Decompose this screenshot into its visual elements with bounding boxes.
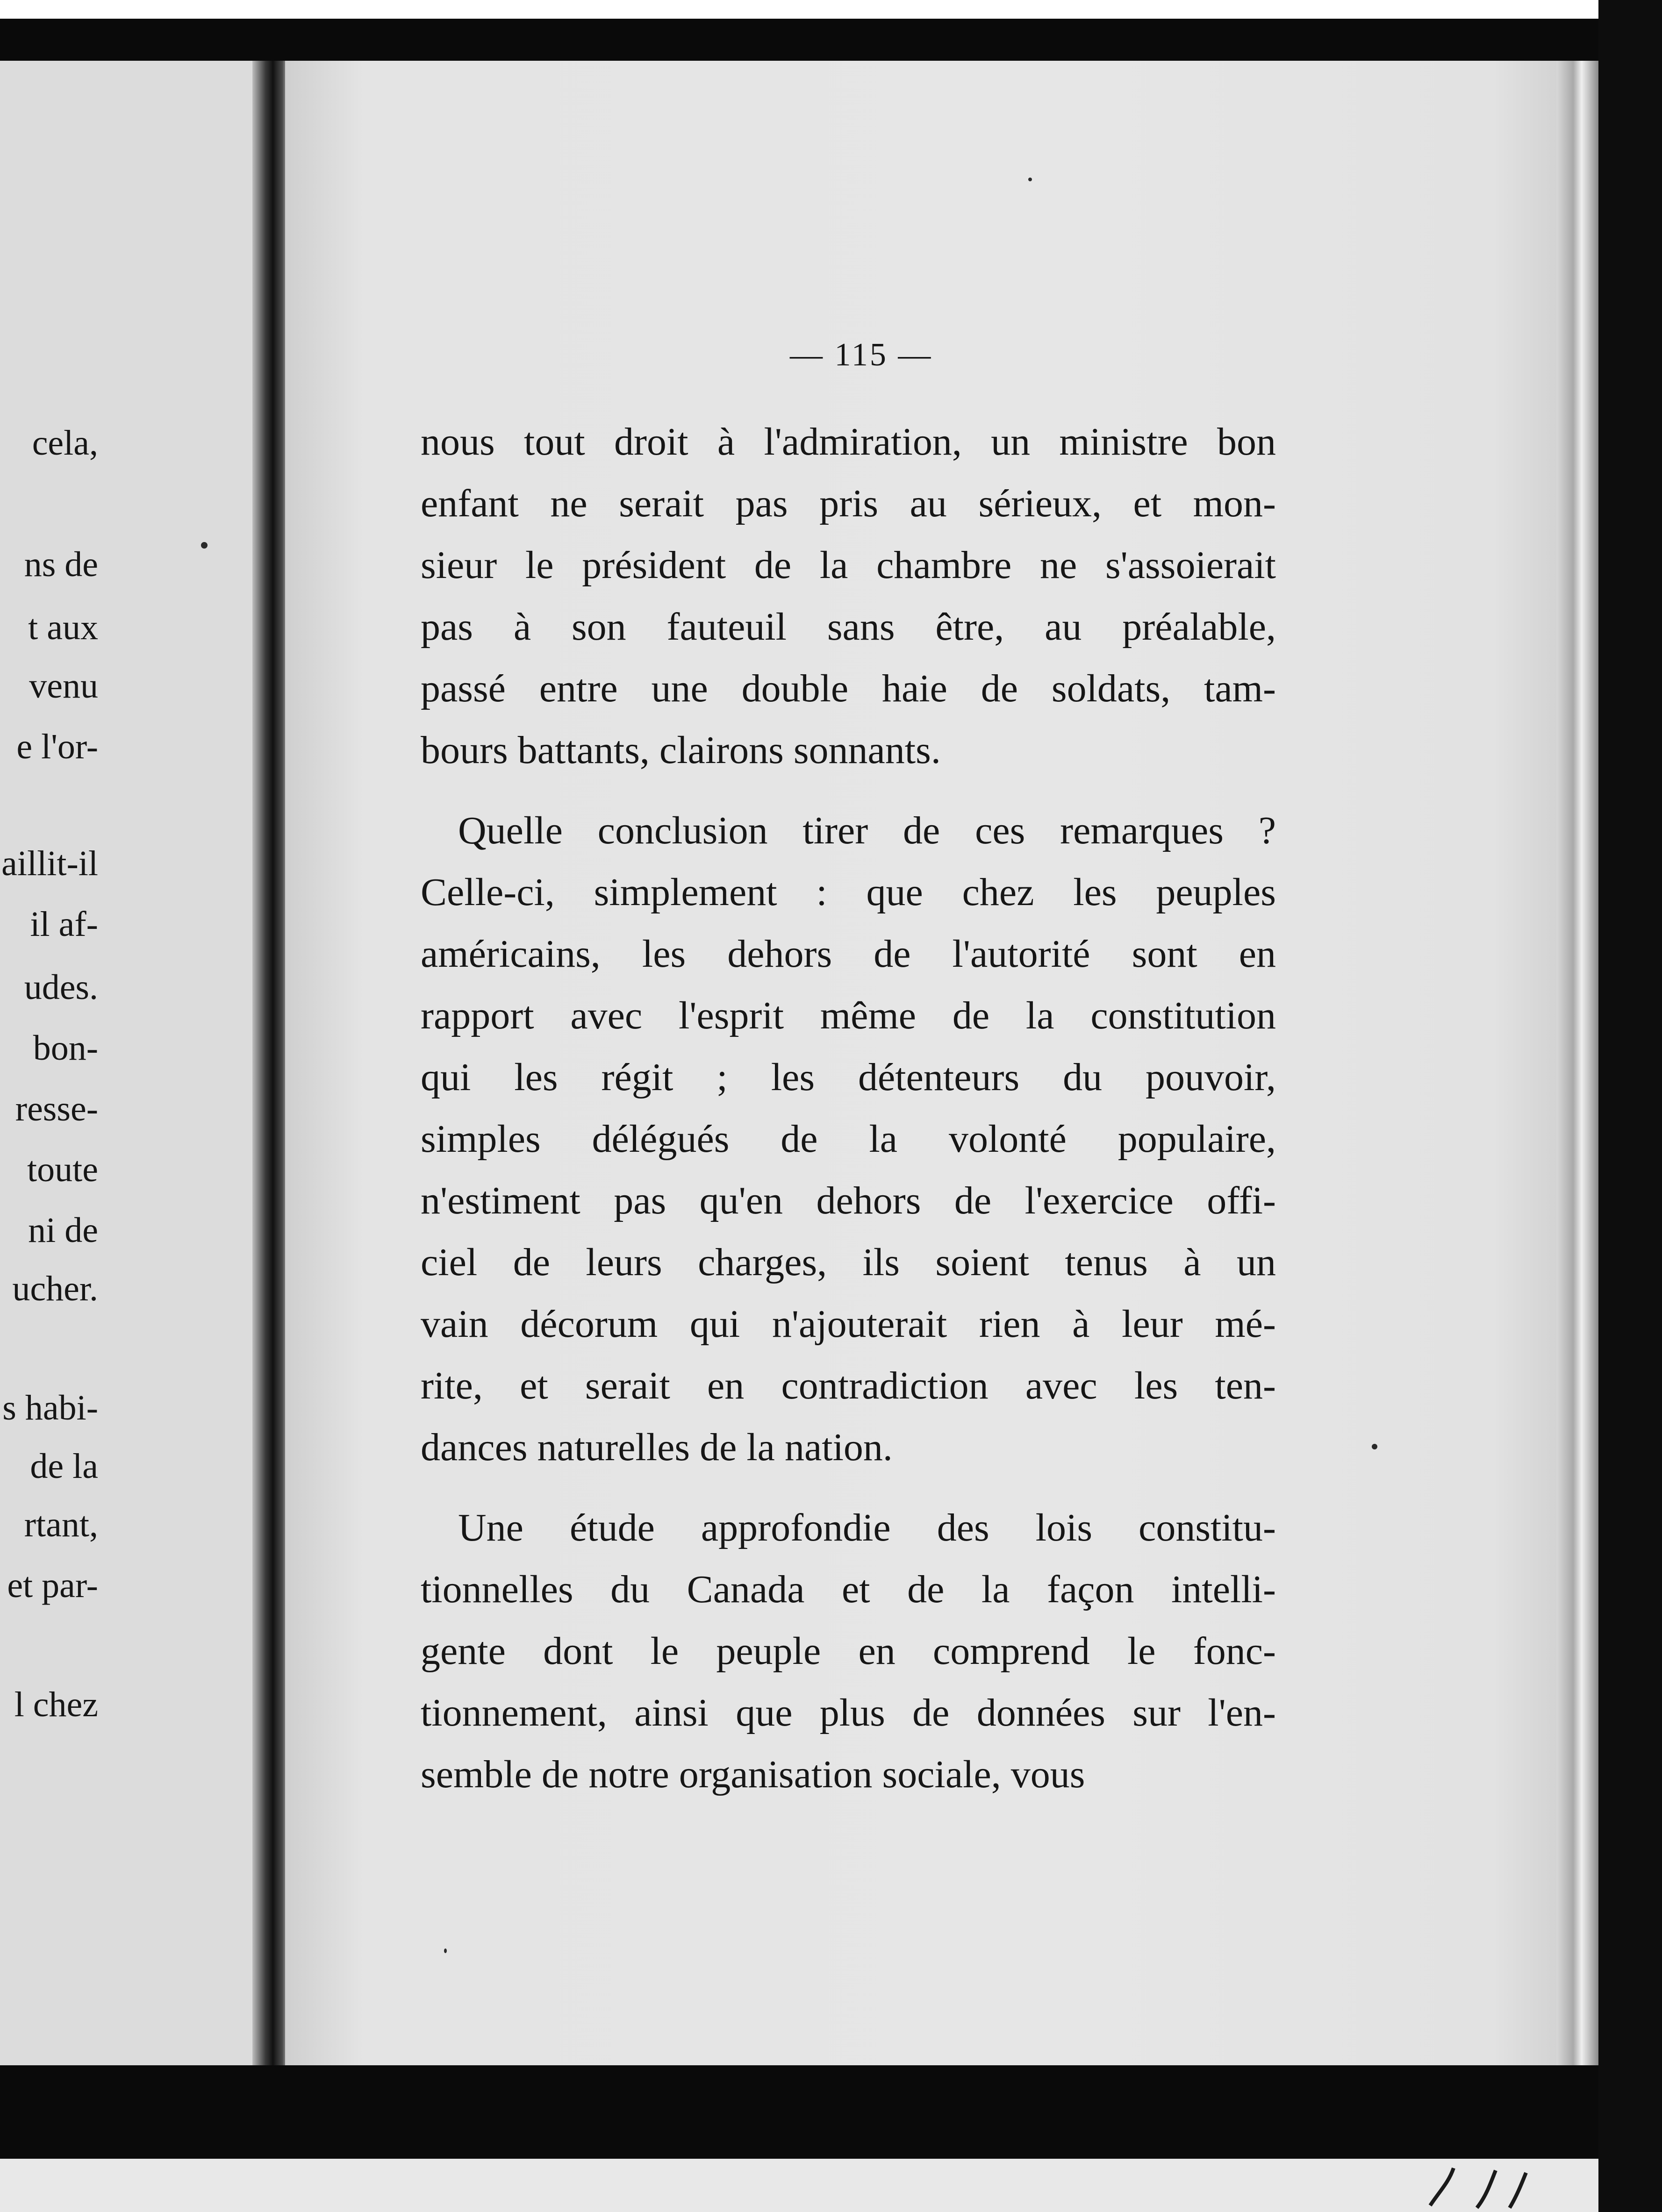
left-page-line: bon-: [33, 1028, 98, 1068]
text-line: rapport avec l'esprit même de la constitution: [421, 994, 1276, 1037]
left-page-line: de la: [30, 1447, 98, 1486]
left-page-line: ni de: [28, 1211, 98, 1250]
film-border-bottom: [0, 2065, 1662, 2159]
text-line: bours battants, clairons sonnants.: [421, 728, 941, 772]
left-page-line: udes.: [24, 968, 98, 1007]
left-page-line: toute: [27, 1150, 98, 1189]
text-line: n'estiment pas qu'en dehors de l'exercice offi-: [421, 1179, 1276, 1222]
left-page-line: il af-: [30, 905, 98, 944]
text-line: nous tout droit à l'admiration, un ministre bon: [421, 420, 1276, 464]
text-line: américains, les dehors de l'autorité sont en: [421, 932, 1276, 976]
pencil-mark: [1421, 2163, 1542, 2212]
left-page-line: cela,: [32, 423, 98, 463]
left-page-line: resse-: [15, 1089, 98, 1128]
dust-speck: [1028, 178, 1032, 181]
book-gutter: [252, 61, 290, 2065]
text-line: semble de notre organisation sociale, vous: [421, 1753, 1085, 1796]
page-edge: [1556, 61, 1598, 2065]
body-paragraph: [421, 411, 1276, 781]
left-page-line: aillit-il: [1, 844, 98, 883]
dust-speck: [201, 542, 208, 549]
left-page-line: venu: [29, 666, 98, 706]
text-line: Une étude approfondie des lois constitu-: [458, 1506, 1276, 1549]
left-page-line: t aux: [28, 608, 98, 647]
page-number: — 115 —: [790, 337, 933, 373]
text-line: dances naturelles de la nation.: [421, 1426, 893, 1469]
left-page-line: et par-: [7, 1566, 98, 1605]
film-border-right: [1598, 0, 1662, 2212]
text-line: Quelle conclusion tirer de ces remarques ?: [458, 809, 1276, 852]
left-page-line: l chez: [14, 1685, 98, 1724]
text-line: gente dont le peuple en comprend le fonc-: [421, 1629, 1276, 1673]
left-page-line: ucher.: [12, 1269, 98, 1308]
left-facing-page: [0, 61, 262, 2065]
left-page-line: e l'or-: [16, 727, 98, 766]
text-line: tionnement, ainsi que plus de données sur l'en-: [421, 1691, 1276, 1734]
text-line: vain décorum qui n'ajouterait rien à leur mé-: [421, 1302, 1276, 1346]
text-line: qui les régit ; les détenteurs du pouvoir,: [421, 1056, 1276, 1099]
scan-bottom-margin: [0, 2159, 1662, 2212]
left-page-line: s habi-: [2, 1388, 98, 1427]
scan-top-margin: [0, 0, 1662, 19]
body-paragraph: [421, 1497, 1276, 1805]
text-line: simples délégués de la volonté populaire,: [421, 1117, 1276, 1161]
text-line: ciel de leurs charges, ils soient tenus à un: [421, 1241, 1276, 1284]
left-page-line: rtant,: [24, 1505, 98, 1544]
text-line: tionnelles du Canada et de la façon intelli-: [421, 1568, 1276, 1611]
text-line: passé entre une double haie de soldats, tam-: [421, 667, 1276, 710]
film-border-top: [0, 19, 1662, 61]
text-line: Celle-ci, simplement : que chez les peuples: [421, 871, 1276, 914]
text-line: rite, et serait en contradiction avec les ten-: [421, 1364, 1276, 1407]
dust-speck: [444, 1948, 447, 1953]
text-line: enfant ne serait pas pris au sérieux, et mon-: [421, 482, 1276, 525]
text-line: sieur le président de la chambre ne s'assoierait: [421, 543, 1276, 587]
dust-speck: [1372, 1444, 1377, 1449]
text-line: pas à son fauteuil sans être, au préalable,: [421, 605, 1276, 649]
left-page-line: ns de: [24, 545, 98, 584]
body-paragraph: [421, 800, 1276, 1478]
page-body-text: [421, 411, 1276, 1805]
